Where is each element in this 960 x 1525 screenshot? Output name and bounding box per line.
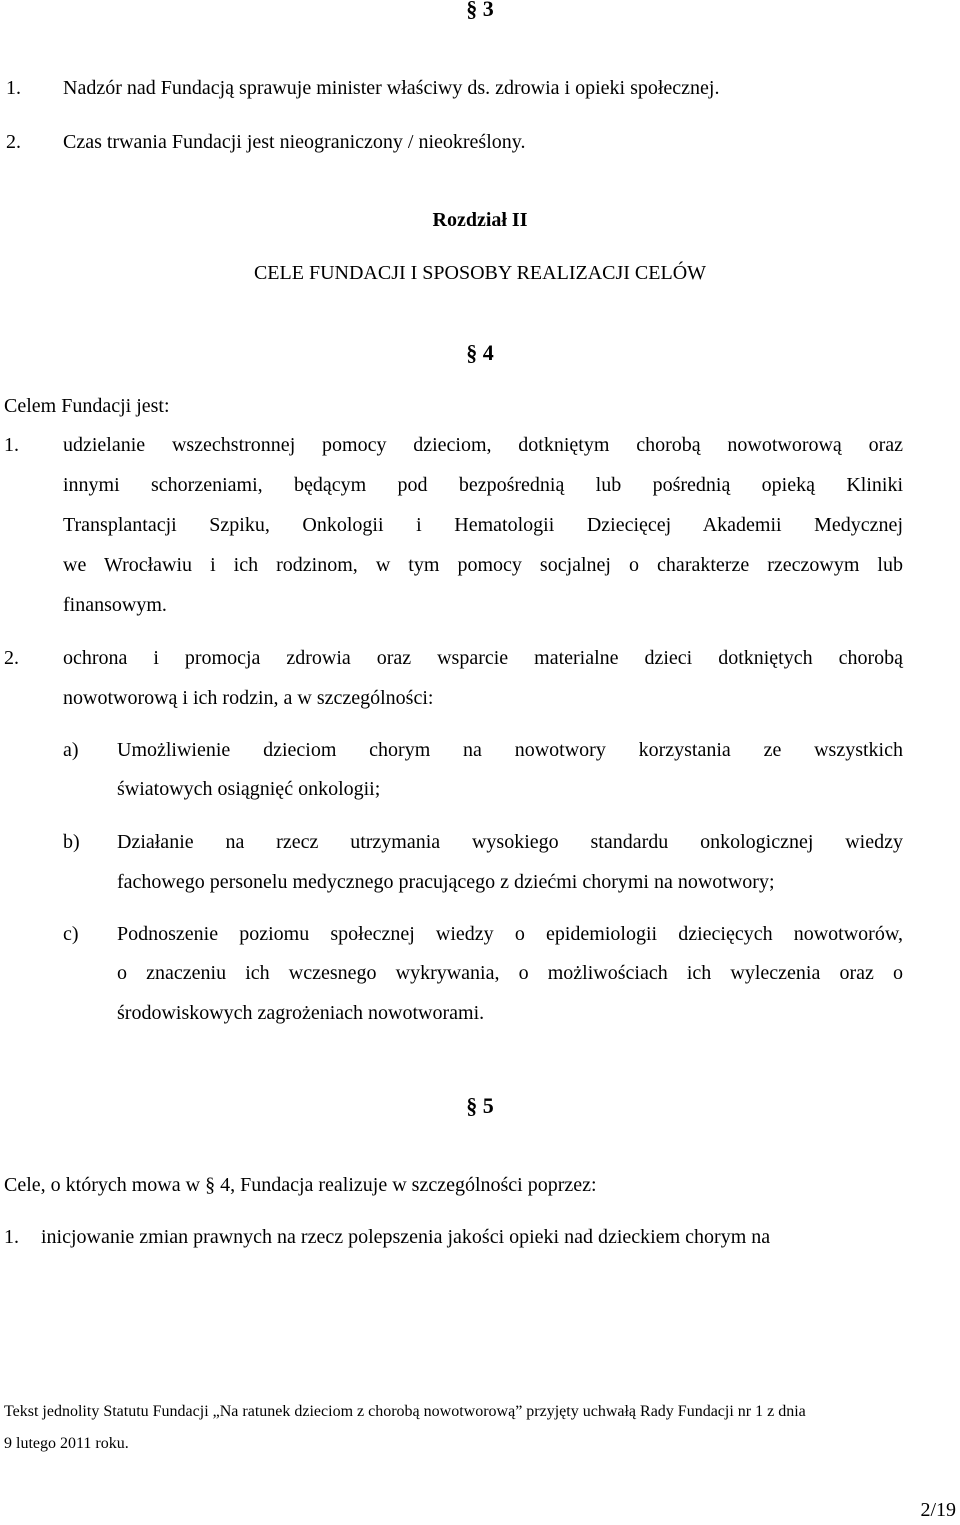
section-3-heading: § 3	[466, 0, 494, 21]
page-number: 2/19	[920, 1499, 956, 1521]
subitem-c-line-2: o znaczeniu ich wczesnego wykrywania, o możliwościach ich wyleczenia oraz o	[117, 962, 903, 984]
s4-item-1-line-4: we Wrocławiu i ich rodzinom, w tym pomocy socjalnej o charakterze rzeczowym lub	[63, 554, 903, 576]
subitem-c-line-1: Podnoszenie poziomu społecznej wiedzy o epidemiologii dziecięcych nowotworów,	[117, 923, 903, 945]
section-4-heading: § 4	[466, 340, 494, 365]
s4-item-1-line-3: Transplantacji Szpiku, Onkologii i Hematologii Dziecięcej Akademii Medycznej	[63, 514, 903, 536]
s4-item-1-line-1: udzielanie wszechstronnej pomocy dzieciom, dotkniętym chorobą nowotworową oraz	[63, 434, 903, 456]
s5-intro: Cele, o których mowa w § 4, Fundacja realizuje w szczególności poprzez:	[4, 1174, 597, 1196]
s4-item-1-number: 1.	[4, 434, 19, 456]
subitem-c-label: c)	[63, 923, 79, 945]
s5-item-1-number: 1.	[4, 1226, 19, 1248]
subitem-b-label: b)	[63, 831, 80, 853]
s4-item-1-line-2: innymi schorzeniami, będącym pod bezpośrednią lub pośrednią opieką Kliniki	[63, 474, 903, 496]
s3-item-1-number: 1.	[6, 77, 21, 99]
footer-line-2: 9 lutego 2011 roku.	[4, 1435, 129, 1452]
subitem-b-line-1: Działanie na rzecz utrzymania wysokiego standardu onkologicznej wiedzy	[117, 831, 903, 853]
subitem-a-line-1: Umożliwienie dzieciom chorym na nowotwory korzystania ze wszystkich	[117, 739, 903, 761]
chapter-subtitle: CELE FUNDACJI I SPOSOBY REALIZACJI CELÓW	[253, 262, 707, 284]
chapter-title: Rozdział II	[432, 209, 528, 231]
s4-item-1-line-5: finansowym.	[63, 594, 167, 616]
section-5-heading: § 5	[466, 1093, 494, 1118]
subitem-c-line-3: środowiskowych zagrożeniach nowotworami.	[117, 1002, 485, 1024]
subitem-b-line-2: fachowego personelu medycznego pracującego z dziećmi chorymi na nowotwory;	[117, 871, 775, 893]
s3-item-1-text: Nadzór nad Fundacją sprawuje minister właściwy ds. zdrowia i opieki społecznej.	[63, 77, 720, 99]
s3-item-2-text: Czas trwania Fundacji jest nieograniczony / nieokreślony.	[63, 131, 526, 153]
subitem-a-line-2: światowych osiągnięć onkologii;	[117, 778, 381, 800]
s4-item-2-number: 2.	[4, 647, 19, 669]
subitem-a-label: a)	[63, 739, 79, 761]
s4-intro: Celem Fundacji jest:	[4, 395, 170, 417]
s3-item-2-number: 2.	[6, 131, 21, 153]
s4-item-2-line-1: ochrona i promocja zdrowia oraz wsparcie materialne dzieci dotkniętych chorobą	[63, 647, 903, 669]
s4-item-2-line-2: nowotworową i ich rodzin, a w szczególności:	[63, 687, 434, 709]
s5-item-1-text: inicjowanie zmian prawnych na rzecz polepszenia jakości opieki nad dzieckiem chorym na	[41, 1226, 771, 1248]
footer-line-1: Tekst jednolity Statutu Fundacji „Na ratunek dzieciom z chorobą nowotworową” przyjęty uchwałą Rady Fundacji nr 1 z dnia	[4, 1403, 806, 1420]
